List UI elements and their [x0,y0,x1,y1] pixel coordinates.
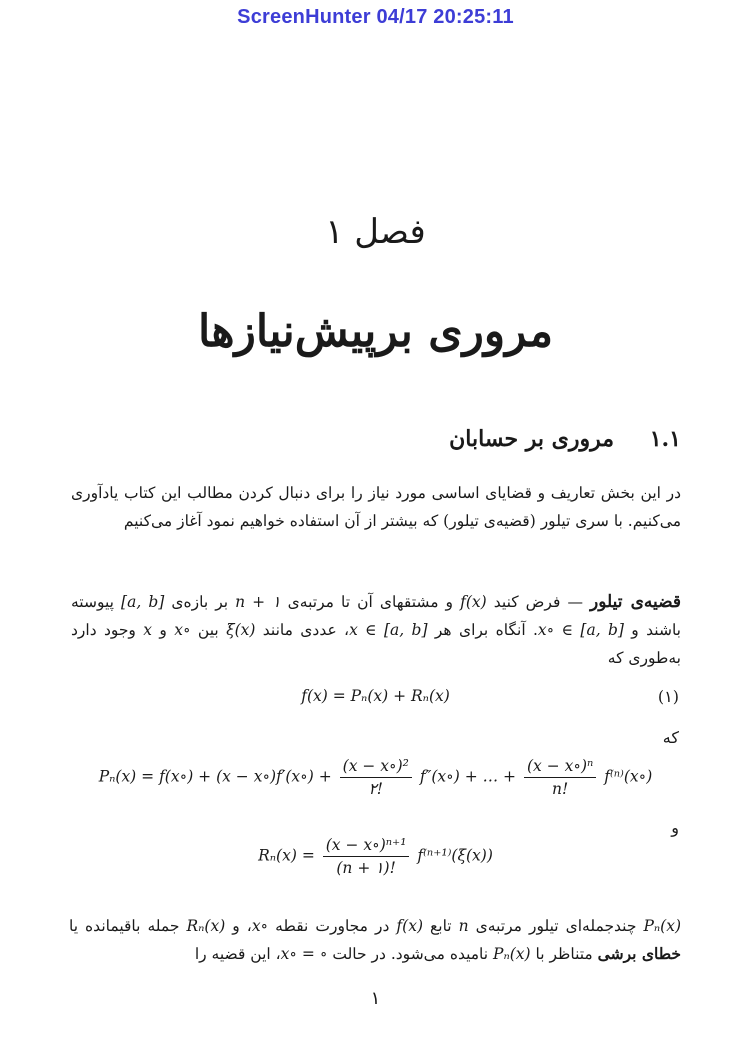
bottom-text: ، این قضیه را [194,945,281,963]
theorem-dash: — [560,593,591,611]
bottom-text: متناظر با [530,945,598,963]
math-x0: x∘ [174,621,191,639]
eq3-fraction [323,836,410,877]
chapter-label: فصل ۱ [325,212,426,252]
equation-taylor-polynomial [60,757,691,798]
bottom-paragraph [69,912,681,968]
section-title: مروری بر حسابان [449,426,615,452]
math-xi: ξ(x) [226,621,256,639]
math-fx: f(x) [396,917,423,935]
theorem-text: فرض کنید [486,593,561,611]
eq2-frac2-denominator: n! [552,780,569,798]
bottom-text: تابع [423,917,459,935]
theorem-text: و [152,621,175,639]
bottom-text: در مجاورت نقطه [268,917,397,935]
bottom-text: جمله باقیمانده یا [69,917,187,935]
math-x0: x∘ [251,917,269,935]
eq2-frac1-denominator: ۲! [368,780,384,798]
theorem-text: بر بازه‌ی [164,593,236,611]
math-x0-in-interval: x∘ ∈ [a, b] [537,621,624,639]
equation-1: f(x) = Pₙ(x) + Rₙ(x) [301,687,450,705]
section-number: ۱.۱ [649,426,681,452]
screenhunter-watermark: ScreenHunter 04/17 20:25:11 [237,6,514,28]
theorem-heading: قضیه‌ی تیلور [590,592,681,612]
theorem-text: بین [190,621,227,639]
section-heading [61,426,681,452]
math-order: n + ۱ [235,593,281,611]
math-pn: Pₙ(x) [643,917,681,935]
theorem-text: ، عددی مانند [255,621,350,639]
math-x-in-interval: x ∈ [a, b] [349,621,428,639]
theorem-text: . آنگاه برای هر [427,621,538,639]
eq3-lhs: Rₙ(x) = [258,846,315,865]
math-interval: [a, b] [121,593,165,611]
eq2-tail: f⁽ⁿ⁾(x∘) [604,767,653,786]
page-number: ۱ [370,988,381,1009]
eq3-tail: f⁽ⁿ⁺¹⁾(ξ(x)) [417,846,493,865]
taylor-theorem [71,588,681,672]
math-x0-zero: x∘ = ∘ [280,945,328,963]
bottom-text: چندجمله‌ای تیلور مرتبه‌ی [468,917,644,935]
word-va: و [671,818,679,837]
eq2-lhs: Pₙ(x) = f(x∘) + (x − x∘)f′(x∘) + [98,767,332,786]
eq2-fraction-1 [340,757,412,798]
bottom-text: نامیده می‌شود. در حالت [327,945,494,963]
theorem-text: و مشتقهای آن تا مرتبه‌ی [280,593,461,611]
math-rn: Rₙ(x) [186,917,226,935]
math-f: f(x) [460,593,487,611]
eq2-fraction-2 [524,757,596,798]
chapter-title: مروری برپیش‌نیازها [197,306,554,357]
eq3-frac-numerator: (x − x∘)ⁿ⁺¹ [323,836,410,857]
eq3-frac-denominator: (n + ۱)! [336,859,396,877]
eq2-mid: f″(x∘) + … + [419,767,517,786]
theorem-text: پیوسته باشند و [71,593,681,639]
bottom-text: ، و [225,917,252,935]
math-x: x [143,621,153,639]
math-pn-2: Pₙ(x) [493,945,531,963]
theorem-text: وجود دارد به‌طوری که [71,621,681,667]
eq2-frac2-numerator: (x − x∘)ⁿ [524,757,596,778]
intro-paragraph: در این بخش تعاریف و قضایای اساسی مورد نیاز را برای دنبال کردن مطالب این کتاب یادآوری می‌کنیم. با سری تیلور (قضیه‌ی تیلور) که بیشتر از آن استفاده خواهیم نمود آغاز می‌کنیم [71,484,681,530]
equation-remainder [0,836,751,877]
bold-term: خطای برشی [597,944,681,963]
math-n: n [458,917,469,935]
equation-1-number: (۱) [657,687,679,706]
eq2-frac1-numerator: (x − x∘)² [340,757,412,778]
word-ke: که [662,728,679,747]
